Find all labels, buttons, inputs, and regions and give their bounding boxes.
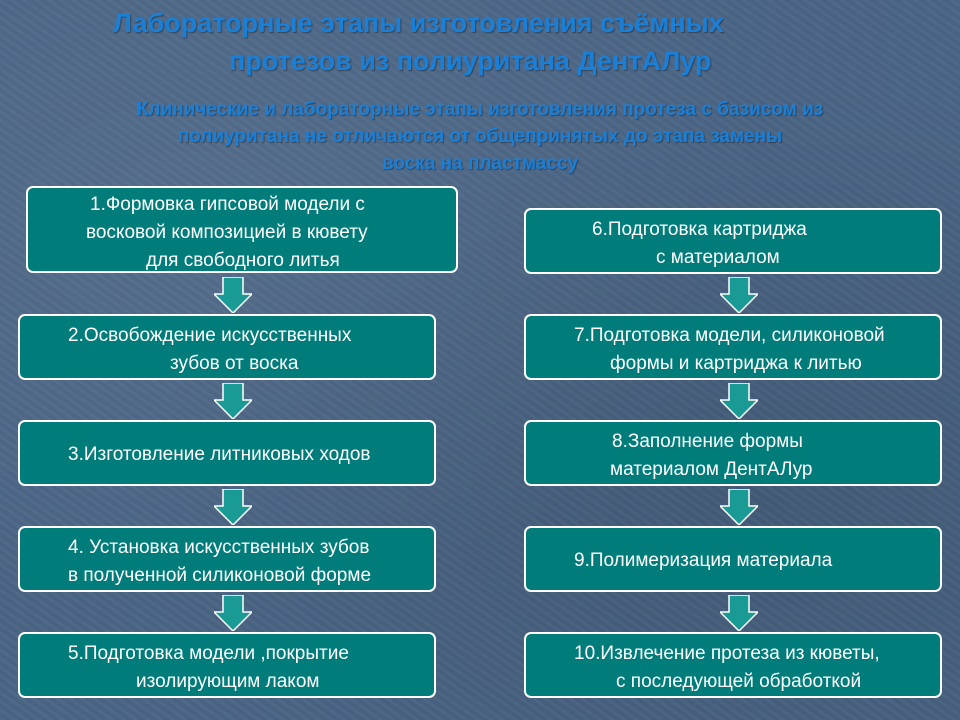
step-6-line-1: 6.Подготовка картриджа xyxy=(592,219,807,240)
step-2-line-1: 2.Освобождение искусственных xyxy=(68,325,352,346)
step-7-line-2: формы и картриджа к литью xyxy=(610,353,862,374)
step-6-line-2: с материалом xyxy=(656,247,780,268)
arrow-down-icon xyxy=(214,489,252,525)
step-10-line-1: 10.Извлечение протеза из кюветы, xyxy=(574,643,880,664)
step-5-line-1: 5.Подготовка модели ,покрытие xyxy=(68,643,349,664)
subtitle-line-3: воска на пластмассу xyxy=(381,153,579,174)
subtitle xyxy=(60,96,900,177)
step-10-line-2: с последующей обработкой xyxy=(616,671,862,692)
step-5-line-2: изолирующим лаком xyxy=(136,671,320,692)
step-4-line-2: в полученной силиконовой форме xyxy=(68,565,372,586)
step-9-box xyxy=(524,526,942,592)
title-line-2: протезов из полиуритана ДентАЛур xyxy=(229,46,712,76)
step-8-box xyxy=(524,420,942,486)
step-10-box xyxy=(524,632,942,698)
step-1-line-3: для свободного литья xyxy=(146,250,340,271)
step-4-line-1: 4. Установка искусственных зубов xyxy=(68,537,370,558)
arrow-down-icon xyxy=(214,383,252,419)
step-3-box xyxy=(18,420,436,486)
arrow-down-icon xyxy=(214,595,252,631)
step-9-line-1: 9.Полимеризация материала xyxy=(574,550,833,571)
step-3-line-1: 3.Изготовление литниковых ходов xyxy=(68,444,371,465)
step-1-line-1: 1.Формовка гипсовой модели с xyxy=(90,194,365,215)
step-5-box xyxy=(18,632,436,698)
step-1-line-2: восковой композицией в кювету xyxy=(86,222,368,243)
step-6-box xyxy=(524,208,942,274)
arrow-down-icon xyxy=(720,383,758,419)
arrow-down-icon xyxy=(214,277,252,313)
subtitle-line-1: Клинические и лабораторные этапы изготовления протеза с базисом из xyxy=(136,99,824,120)
step-8-line-1: 8.Заполнение формы xyxy=(612,431,803,452)
step-8-line-2: материалом ДентАЛур xyxy=(610,459,813,480)
step-4-box xyxy=(18,526,436,592)
step-2-box xyxy=(18,314,436,380)
step-7-box xyxy=(524,314,942,380)
step-7-line-1: 7.Подготовка модели, силиконовой xyxy=(574,325,885,346)
arrow-down-icon xyxy=(720,277,758,313)
arrow-down-icon xyxy=(720,595,758,631)
subtitle-line-2: полиуритана не отличаются от общепринятых до этапа замены xyxy=(177,126,783,147)
step-2-line-2: зубов от воска xyxy=(170,353,299,374)
arrow-down-icon xyxy=(720,489,758,525)
title-line-1: Лабораторные этапы изготовления съёмных xyxy=(113,8,724,38)
step-1-box xyxy=(26,186,458,273)
